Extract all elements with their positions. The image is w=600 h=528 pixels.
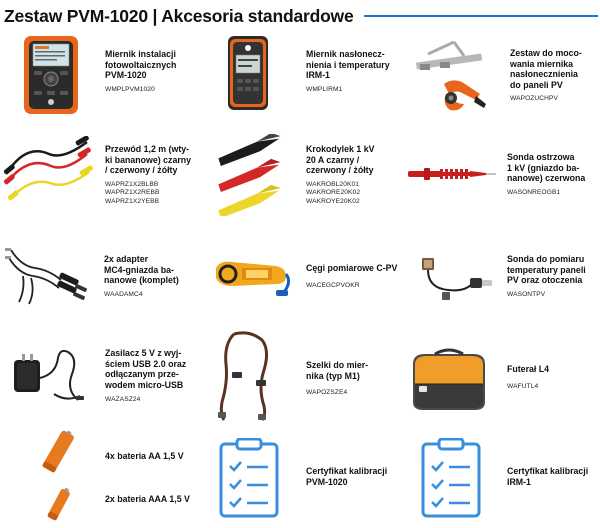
mc4-adapter-icon xyxy=(5,246,91,306)
item-title-line: MC4-gniazda ba- xyxy=(104,264,174,275)
item-power-supply xyxy=(0,336,200,424)
item-code: WAPRZ1X2BLBB xyxy=(105,180,159,188)
item-certificate-pvm1020 xyxy=(200,424,400,528)
item-title-line: czerwony / żółty xyxy=(306,165,374,176)
item-crocodile-clips xyxy=(200,130,400,220)
item-irm1 xyxy=(200,34,400,116)
item-pvm1020 xyxy=(0,34,200,116)
item-strap xyxy=(200,336,400,424)
strap-icon xyxy=(212,330,286,422)
item-title-line: 4x bateria AA 1,5 V xyxy=(105,451,184,461)
item-title-line: 20 A czarny / xyxy=(306,154,360,165)
item-title-line: Cęgi pomiarowe C-PV xyxy=(306,263,398,273)
item-title-line: wodem micro-USB xyxy=(105,379,184,390)
item-title-line: Futerał L4 xyxy=(507,364,550,374)
item-title-line: Sonda do pomiaru xyxy=(507,254,585,264)
meter-pvm1020-icon xyxy=(22,35,80,115)
item-code: WAADAMC4 xyxy=(104,290,143,298)
item-title-line: Sonda ostrzowa xyxy=(507,152,575,162)
item-code: WAPRZ1X2YEBB xyxy=(105,197,160,205)
item-title-line: PVM-1020 xyxy=(105,70,147,81)
item-title-line: Certyfikat kalibracji xyxy=(306,466,388,476)
item-batteries xyxy=(0,424,200,528)
item-certificate-irm1 xyxy=(400,424,600,528)
item-title-line: temperatury paneli xyxy=(507,264,586,275)
item-title-line: IRM-1 xyxy=(306,70,330,81)
certificate-icon xyxy=(218,438,280,518)
power-supply-icon xyxy=(8,344,88,408)
item-title-line: do paneli PV xyxy=(510,79,563,90)
item-title-line: nienia i temperatury xyxy=(306,59,390,70)
item-title-line: Przewód 1,2 m (wty- xyxy=(105,144,190,154)
item-code: WASONREOGB1 xyxy=(507,188,561,196)
probe-icon xyxy=(408,164,496,184)
item-code: WAFUTL4 xyxy=(507,382,539,390)
item-code: WACEGCPVOKR xyxy=(306,281,360,289)
item-title-line: Miernik instalacji xyxy=(105,49,176,59)
mounting-kit-icon xyxy=(406,34,490,116)
page-header xyxy=(4,3,598,29)
item-title-line: nasłonecznienia xyxy=(510,69,578,80)
item-title-line: nanowe) czerwona xyxy=(507,173,586,184)
item-code: WAKROBL20K01 xyxy=(306,180,359,188)
item-title-line: PV oraz otoczenia xyxy=(507,275,583,286)
item-title-line: ściem USB 2.0 oraz xyxy=(105,358,187,369)
item-title-line: odłączanym prze- xyxy=(105,369,179,380)
meter-irm1-icon xyxy=(226,35,270,111)
item-title-line: 1 kV (gniazdo ba- xyxy=(507,162,580,173)
item-code: WAPRZ1X2REBB xyxy=(105,189,160,197)
item-title-line: Zestaw do moco- xyxy=(510,48,582,58)
certificate-icon xyxy=(420,438,482,518)
item-banana-leads xyxy=(0,130,200,220)
item-title-line: fotowoltaicznych xyxy=(105,59,177,70)
batteries-icon xyxy=(28,428,88,524)
item-title-line: / czerwony / żółty xyxy=(105,165,178,176)
item-code: WAPOZSZE4 xyxy=(306,389,348,397)
temperature-probe-icon xyxy=(412,254,492,306)
page-title: Zestaw PVM-1020 | Akcesoria standardowe xyxy=(4,5,354,26)
item-title-line: Certyfikat kalibracji xyxy=(507,466,589,476)
item-clamp xyxy=(200,240,400,320)
item-code: WAKRORE20K02 xyxy=(306,189,361,197)
item-title-line: ki bananowe) czarny xyxy=(105,154,192,165)
item-title-line: IRM-1 xyxy=(507,476,531,487)
item-code: WAKROYE20K02 xyxy=(306,197,360,205)
item-title-line: nika (typ M1) xyxy=(306,370,360,381)
banana-leads-icon xyxy=(3,136,93,208)
item-title-line: Szelki do mier- xyxy=(306,360,369,370)
clamp-icon xyxy=(212,258,292,298)
item-mc4-adapter xyxy=(0,240,200,320)
item-title-line: Krokodylek 1 kV xyxy=(306,144,375,154)
item-title-line: nanowe (komplet) xyxy=(104,275,179,286)
item-temperature-probe xyxy=(400,240,600,320)
crocodile-clips-icon xyxy=(214,134,288,216)
item-mounting-kit xyxy=(400,34,600,118)
item-title-line: Zasilacz 5 V z wyj- xyxy=(105,348,182,358)
item-code: WASONTPV xyxy=(507,290,546,298)
item-title-line: PVM-1020 xyxy=(306,476,348,487)
item-code: WMPLIRM1 xyxy=(306,85,343,93)
item-code: WMPLPVM1020 xyxy=(105,85,155,93)
item-code: WAPOZUCHPV xyxy=(510,95,559,103)
item-code: WAZASZ24 xyxy=(105,396,141,404)
header-rule xyxy=(364,15,598,17)
item-title-line: 2x bateria AAA 1,5 V xyxy=(105,494,190,504)
item-title-line: wania miernika xyxy=(510,58,574,69)
item-case xyxy=(400,336,600,424)
item-title-line: Miernik nasłonecz- xyxy=(306,49,385,59)
case-icon xyxy=(405,344,493,412)
item-probe xyxy=(400,130,600,220)
item-title-line: 2x adapter xyxy=(104,254,149,264)
